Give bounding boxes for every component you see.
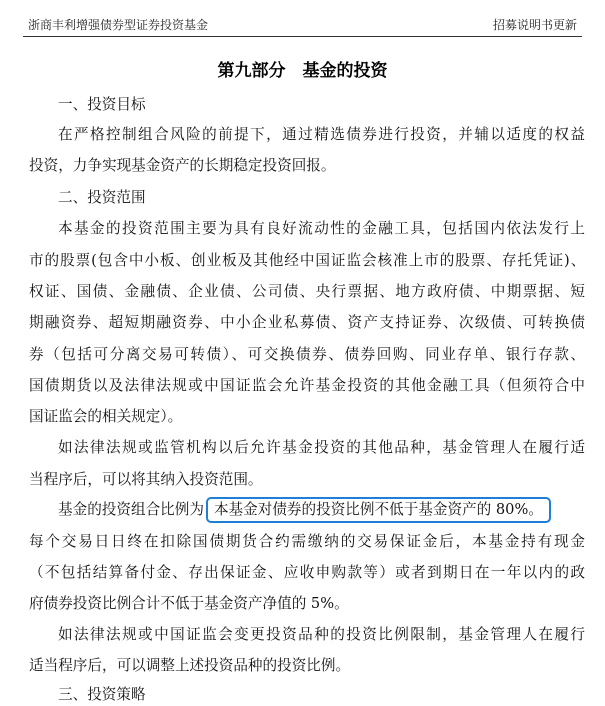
paragraph-line: 市的股票(包含中小板、创业板及其他经中国证监会核准上市的股票、存托凭证)、 — [29, 252, 585, 269]
paragraph-line: 如法律法规或监管机构以后允许基金投资的其他品种，基金管理人在履行适 — [58, 439, 585, 456]
section-title: 第九部分 基金的投资 — [217, 61, 388, 81]
paragraph-line: 投资，力争实现基金资产的长期稳定投资回报。 — [29, 157, 336, 174]
heading-investment-scope: 二、投资范围 — [58, 189, 146, 206]
paragraph-line: 本基金的投资范围主要为具有良好流动性的金融工具，包括国内依法发行上 — [58, 220, 585, 237]
page-header — [23, 10, 582, 37]
paragraph-line-ratio — [58, 499, 585, 521]
paragraph-line: （不包括结算备付金、存出保证金、应收申购款等）或者到期日在一年以内的政 — [29, 564, 585, 581]
paragraph-line: 国证监会的相关规定）。 — [29, 408, 183, 425]
highlighted-ratio-statement: 本基金对债券的投资比例不低于基金资产的 80%。 — [206, 497, 551, 523]
paragraph-line: 府债券投资比例合计不低于基金资产净值的 5%。 — [29, 595, 349, 612]
paragraph-line: 期融资券、超短期融资券、中小企业私募债、资产支持证券、次级债、可转换债 — [29, 314, 585, 331]
paragraph-line: 权证、国债、金融债、企业债、公司债、央行票据、地方政府债、中期票据、短 — [29, 283, 585, 300]
ratio-intro-text: 基金的投资组合比例为 — [58, 501, 204, 518]
paragraph-line: 如法律法规或中国证监会变更投资品种的投资比例限制，基金管理人在履行 — [58, 626, 585, 643]
paragraph-line: 券（包括可分离交易可转债）、可交换债券、债券回购、同业存单、银行存款、 — [29, 346, 585, 363]
heading-investment-objective: 一、投资目标 — [58, 96, 146, 113]
paragraph-line: 当程序后，可以将其纳入投资范围。 — [29, 471, 263, 488]
paragraph-line: 国债期货以及法律法规或中国证监会允许基金投资的其他金融工具（但须符合中 — [29, 377, 585, 394]
paragraph-line: 适当程序后，可以调整上述投资品种的投资比例。 — [29, 657, 351, 674]
heading-investment-strategy: 三、投资策略 — [58, 686, 146, 703]
header-fund-name: 浙商丰利增强债券型证券投资基金 — [28, 18, 209, 32]
paragraph-line: 每个交易日日终在扣除国债期货合约需缴纳的交易保证金后，本基金持有现金 — [29, 533, 585, 550]
header-doc-type: 招募说明书更新 — [492, 18, 577, 32]
paragraph-line: 在严格控制组合风险的前提下，通过精选债券进行投资，并辅以适度的权益 — [58, 126, 585, 143]
